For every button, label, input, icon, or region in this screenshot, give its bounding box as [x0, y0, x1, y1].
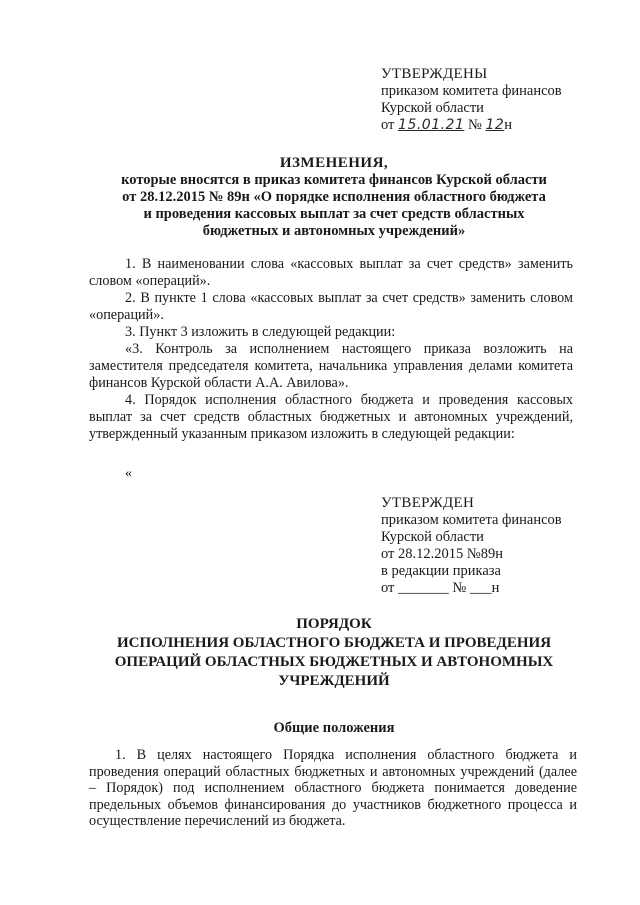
order-title-line-2: ИСПОЛНЕНИЯ ОБЛАСТНОГО БЮДЖЕТА И ПРОВЕДЕНИЯ — [116, 635, 552, 651]
amendment-paragraph: 2. В пункте 1 слова «кассовых выплат за счет средств» заменить словом «операций». — [89, 290, 573, 323]
approval-stamp-order — [381, 495, 562, 597]
approval-date-handwritten: 15.01.21 — [398, 117, 465, 133]
order-title-line-1: ПОРЯДОК — [296, 616, 372, 632]
order-title-line-3: ОПЕРАЦИЙ ОБЛАСТНЫХ БЮДЖЕТНЫХ И АВТОНОМНЫХ — [114, 654, 554, 670]
order-approval-line-4: в редакции приказа — [381, 563, 501, 579]
approval-stamp-top — [381, 66, 562, 134]
changes-title-line-2: от 28.12.2015 № 89н «О порядке исполнения областного бюджета — [122, 189, 546, 205]
order-approval-line-2: Курской области — [381, 529, 484, 545]
approval-line-2: Курской области — [381, 100, 484, 116]
approval-number-sign: № — [468, 117, 482, 133]
approval-heading: УТВЕРЖДЕНЫ — [381, 66, 488, 82]
general-provisions — [89, 747, 577, 830]
changes-title-line-4: бюджетных и автономных учреждений» — [202, 223, 466, 239]
order-approval-line-3: от 28.12.2015 №89н — [381, 546, 503, 562]
changes-title-line-3: и проведения кассовых выплат за счет средств областных — [143, 206, 525, 222]
amendments-list — [89, 256, 573, 443]
approval-date-line — [381, 117, 562, 134]
changes-title — [60, 155, 608, 240]
amendment-paragraph: «3. Контроль за исполнением настоящего приказа возложить на заместителя председателя комитета, начальника управления делами комитета финансов Курской области А.А. Авилова». — [89, 341, 573, 391]
order-title-line-4: УЧРЕЖДЕНИЙ — [278, 673, 390, 689]
amendment-paragraph: 3. Пункт 3 изложить в следующей редакции: — [125, 324, 396, 340]
general-paragraph: 1. В целях настоящего Порядка исполнения областного бюджета и проведения операций областных бюджетных и автономных учреждений (далее – Порядок) под исполнением областного бюджета понимается доведение предельных объемов финансирования до участников бюджетного процесса и осуществление перечислений из бюджета. — [89, 747, 577, 829]
approval-number-handwritten: 12 — [485, 117, 505, 133]
changes-heading: ИЗМЕНЕНИЯ, — [279, 155, 389, 171]
opening-quote: « — [125, 466, 132, 481]
amendment-paragraph: 4. Порядок исполнения областного бюджета и проведения кассовых выплат за счет средств областных бюджетных и автономных учреждений, утвержденный указанным приказом изложить в следующей редакции: — [89, 392, 573, 442]
order-approval-heading: УТВЕРЖДЕН — [381, 495, 475, 511]
order-approval-line-1: приказом комитета финансов — [381, 512, 562, 528]
amendment-paragraph: 1. В наименовании слова «кассовых выплат за счет средств» заменить словом «операций». — [89, 256, 573, 289]
approval-date-prefix: от — [381, 117, 395, 133]
section-heading: Общие положения — [273, 720, 395, 736]
approval-number-suffix: н — [504, 117, 513, 133]
changes-title-line-1: которые вносятся в приказ комитета финансов Курской области — [121, 172, 547, 188]
approval-line-1: приказом комитета финансов — [381, 83, 562, 99]
order-approval-line-5: от _______ № ___н — [381, 580, 500, 596]
order-title — [60, 615, 608, 691]
